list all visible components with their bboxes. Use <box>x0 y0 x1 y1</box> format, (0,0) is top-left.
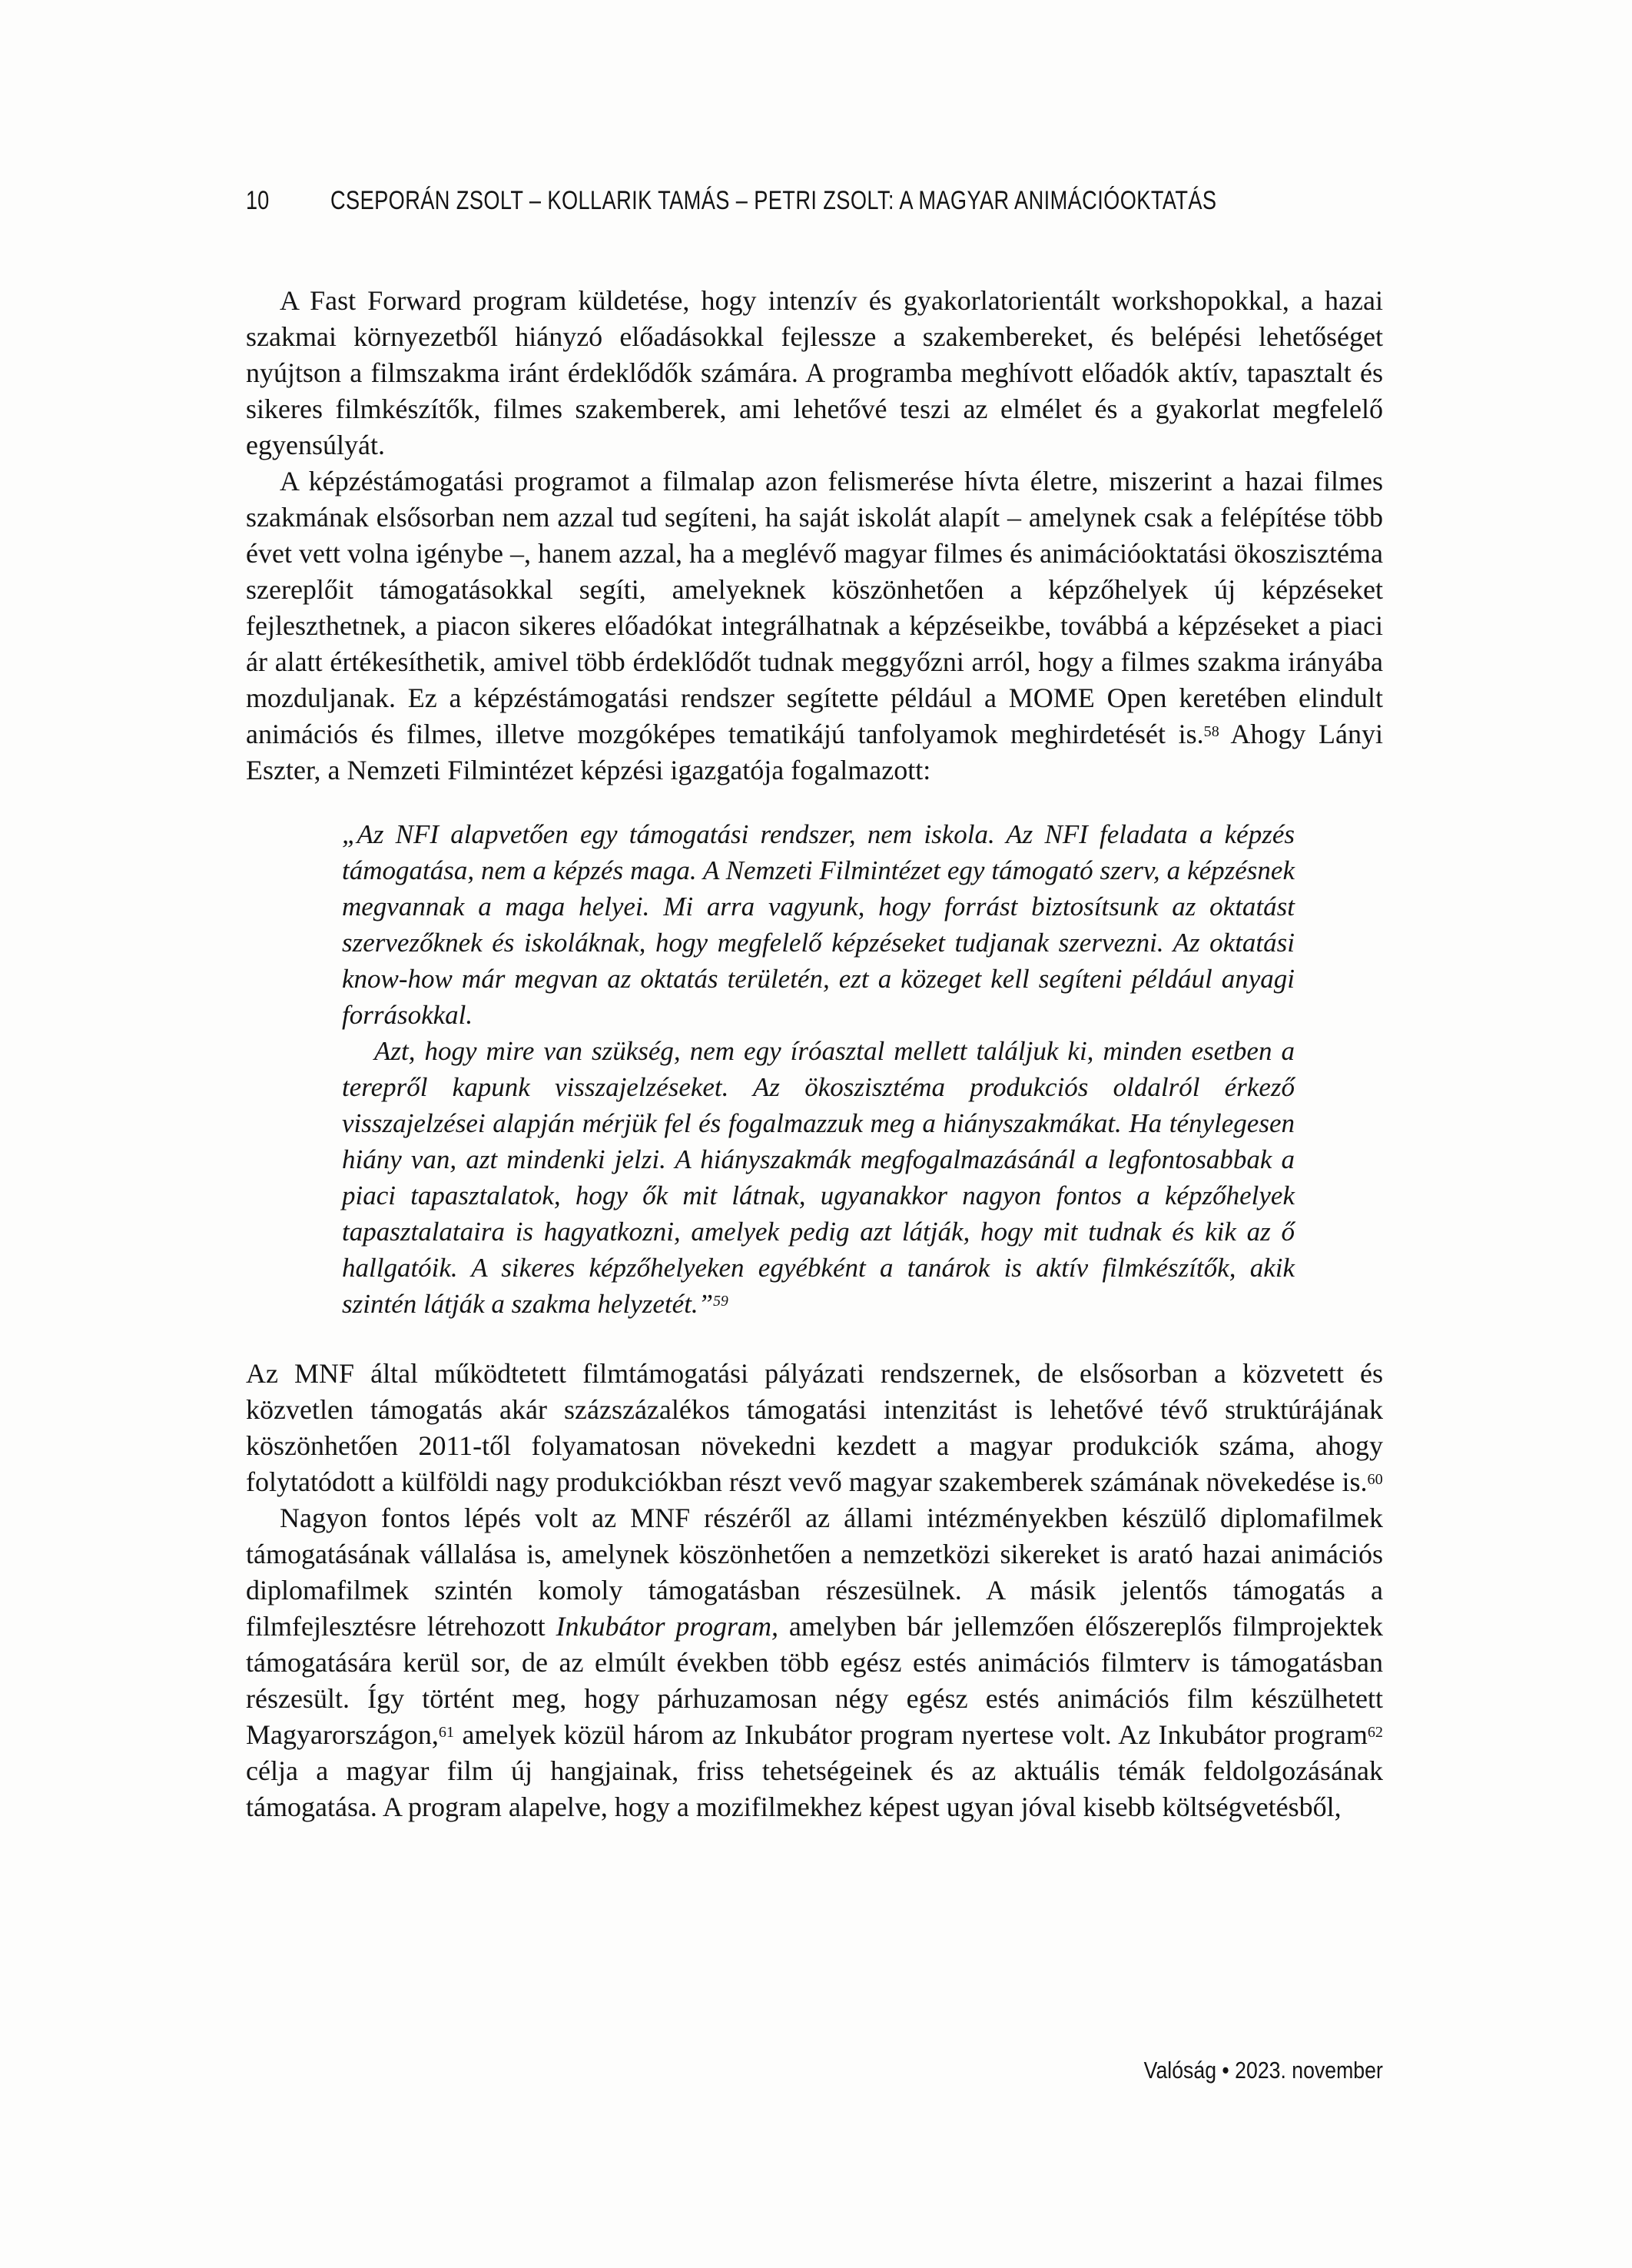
inkubator-program-italic: Inkubátor program, <box>556 1611 779 1642</box>
paragraph-4-seg1: Nagyon fontos lépés volt az MNF részéről az állami intézményekben készülő diplomafilmek támogatásának vállalása is, amelynek köszönhetően a nemzetközi sikereket is arató hazai animációs diplomafilmek szintén komoly támogatásban részesülnek. A másik jelentős támogatás a filmfejlesztésre létrehozott <box>246 1503 1383 1642</box>
running-header <box>246 186 1383 220</box>
running-title: CSEPORÁN ZSOLT – KOLLARIK TAMÁS – PETRI ZSOLT: A MAGYAR ANIMÁCIÓOKTATÁS <box>330 186 1217 215</box>
page-number: 10 <box>246 186 270 215</box>
paragraph-4-seg4: célja a magyar film új hangjainak, friss tehetségeinek és az aktuális témák feldolgozásának támogatása. A program alapelve, hogy a mozifilmekhez képest ugyan jóval kisebb költségvetésből, <box>246 1755 1383 1822</box>
pull-quote <box>342 816 1295 1322</box>
paragraph-4-seg3: amelyek közül három az Inkubátor program nyertese volt. Az Inkubátor program <box>454 1719 1368 1750</box>
footnote-ref-60: 60 <box>1367 1470 1383 1488</box>
paragraph-4 <box>246 1500 1383 1825</box>
paragraph-1: A Fast Forward program küldetése, hogy intenzív és gyakorlatorientált workshopokkal, a hazai szakmai környezetből hiányzó előadásokkal fejlessze a szakembereket, és belépési lehetőséget nyújtson a filmszakma iránt érdeklődők számára. A programba meghívott előadók aktív, tapasztalt és sikeres filmkészítők, filmes szakemberek, ami lehetővé teszi az elmélet és a gyakorlat megfelelő egyensúlyát. <box>246 285 1383 460</box>
article-body <box>246 283 1383 1825</box>
quote-paragraph-1: „Az NFI alapvetően egy támogatási rendszer, nem iskola. Az NFI feladata a képzés támogatása, nem a képzés maga. A Nemzeti Filmintézet egy támogató szerv, a képzésnek megvannak a maga helyei. Mi arra vagyunk, hogy forrást biztosítsunk az oktatást szervezőknek és iskoláknak, hogy megfelelő képzéseket tudjanak szervezni. Az oktatási know-how már megvan az oktatás területén, ezt a közeget kell segíteni például anyagi forrásokkal. <box>342 819 1295 1030</box>
quote-paragraph-2-text: Azt, hogy mire van szükség, nem egy íróasztal mellett találjuk ki, minden esetben a terepről kapunk visszajelzéseket. Az ökoszisztéma produkciós oldalról érkező visszajelzései alapján mérjük fel és fogalmazzuk meg a hiányszakmákat. Ha ténylegesen hiány van, azt mindenki jelzi. A hiányszakmák megfogalmazásánál a legfontosabbak a piaci tapasztalatok, hogy ők mit látnak, ugyanakkor nagyon fontos a képzőhelyek tapasztalataira is hagyatkozni, amelyek pedig azt látják, hogy mit tudnak és kik az ő hallgatóik. A sikeres képzőhelyeken egyébként a tanárok is aktív filmkészítők, akik szintén látják a szakma helyzetét.” <box>342 1036 1295 1319</box>
quote-paragraph-2 <box>342 1033 1295 1322</box>
paragraph-2 <box>246 463 1383 789</box>
paragraph-3 <box>246 1356 1383 1500</box>
footnote-ref-61: 61 <box>438 1723 455 1741</box>
paragraph-4-seg2: amelyben bár jellemzően élőszereplős filmprojektek támogatására kerül sor, de az elmúlt években több egész estés animációs filmterv is támogatásban részesült. Így történt meg, hogy párhuzamosan négy egész estés animációs film készülhetett Magyarországon, <box>246 1611 1383 1750</box>
page-footer <box>1105 2057 1383 2084</box>
footnote-ref-58: 58 <box>1203 722 1219 740</box>
paragraph-3-text: Az MNF által működtetett filmtámogatási pályázati rendszernek, de elsősorban a közvetett és közvetlen támogatás akár százszázalékos támogatási intenzitást is lehetővé tévő struktúrájának köszönhetően 2011-től folyamatosan növekedni kezdett a magyar produkciók száma, ahogy folytatódott a külföldi nagy produkciókban részt vevő magyar szakemberek számának növekedése is. <box>246 1358 1383 1497</box>
footnote-ref-59: 59 <box>713 1293 728 1310</box>
footnote-ref-62: 62 <box>1367 1723 1383 1741</box>
journal-footer-line: Valóság • 2023. november <box>1143 2057 1383 2084</box>
paragraph-2-after: Ahogy Lányi Eszter, a Nemzeti Filmintézet képzési igazgatója fogalmazott: <box>246 719 1384 785</box>
paragraph-2-text: A képzéstámogatási programot a filmalap azon felismerése hívta életre, miszerint a hazai filmes szakmának elsősorban nem azzal tud segíteni, ha saját iskolát alapít – amelynek csak a felépítése több évet vett volna igénybe –, hanem azzal, ha a meglévő magyar filmes és animációoktatási ökoszisztéma szereplőit támogatásokkal segíti, amelyeknek köszönhetően a képzőhelyek új képzéseket fejleszthetnek, a piacon sikeres előadókat integrálhatnak a képzéseikbe, továbbá a képzéseket a piaci ár alatt értékesíthetik, amivel több érdeklődőt tudnak meggyőzni arról, hogy a filmes szakma irányába mozduljanak. Ez a képzéstámogatási rendszer segítette például a MOME Open keretében elindult animációs és filmes, illetve mozgóképes tematikájú tanfolyamok meghirdetését is. <box>246 466 1383 749</box>
